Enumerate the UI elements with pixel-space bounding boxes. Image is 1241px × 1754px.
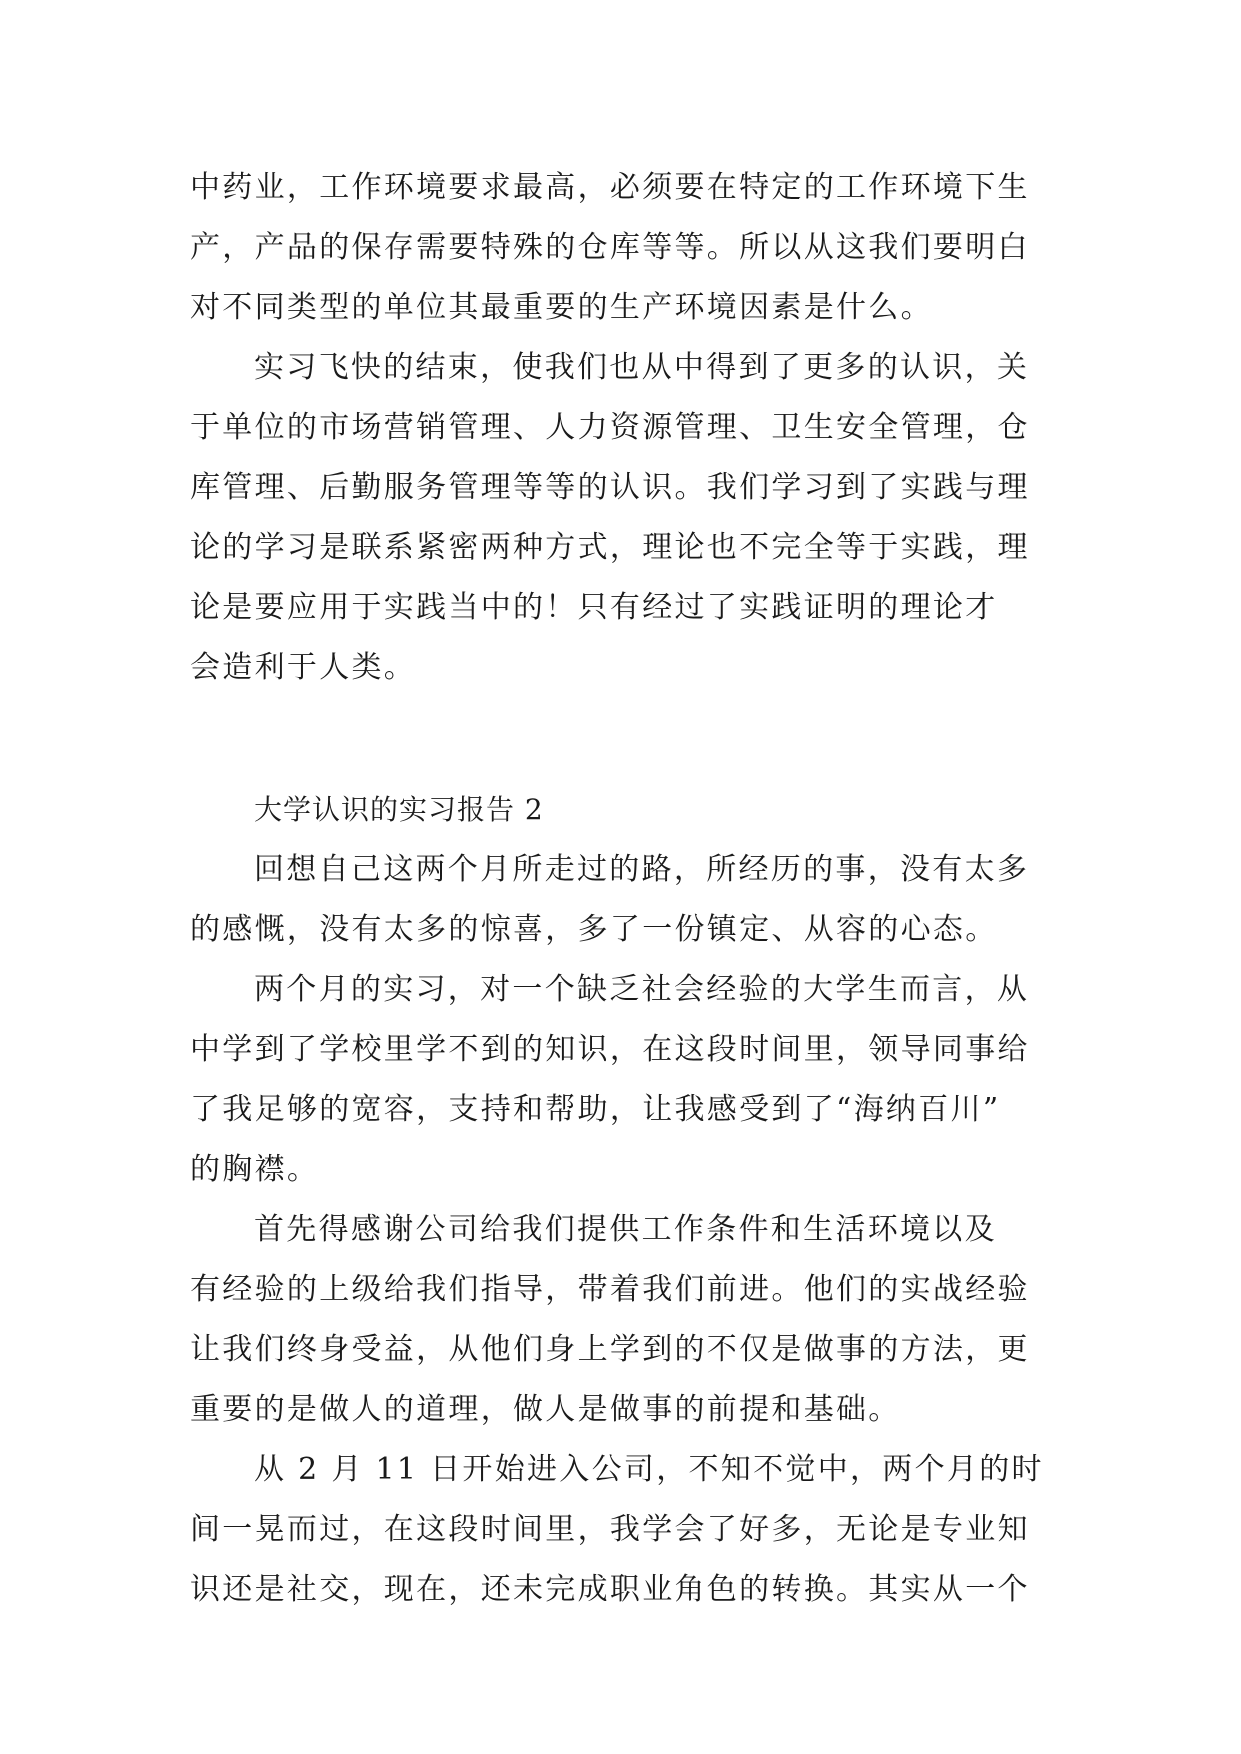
text-line: 间一晃而过，在这段时间里，我学会了好多，无论是专业知 — [190, 1512, 1030, 1547]
text-line: 让我们终身受益，从他们身上学到的不仅是做事的方法，更 — [190, 1332, 1030, 1367]
text-line: 论的学习是联系紧密两种方式，理论也不完全等于实践，理 — [190, 530, 1030, 565]
text-line: 首先得感谢公司给我们提供工作条件和生活环境以及 — [254, 1212, 997, 1247]
text-line: 了我足够的宽容，支持和帮助，让我感受到了“海纳百川” — [190, 1092, 1001, 1127]
document-body — [190, 158, 1050, 1620]
text-line: 回想自己这两个月所走过的路，所经历的事，没有太多 — [254, 852, 1030, 887]
text-line: 中学到了学校里学不到的知识，在这段时间里，领导同事给 — [190, 1032, 1030, 1067]
paragraph — [190, 1440, 1050, 1620]
text-line: 于单位的市场营销管理、人力资源管理、卫生安全管理，仓 — [190, 410, 1030, 445]
text-line: 识还是社交，现在，还未完成职业角色的转换。其实从一个 — [190, 1572, 1030, 1607]
text-line: 从 2 月 11 日开始进入公司，不知不觉中，两个月的时 — [254, 1452, 1044, 1487]
text-line: 的感慨，没有太多的惊喜，多了一份镇定、从容的心态。 — [190, 912, 998, 947]
text-line: 两个月的实习，对一个缺乏社会经验的大学生而言，从 — [254, 972, 1030, 1007]
text-line: 会造利于人类。 — [190, 650, 417, 685]
section-heading: 大学认识的实习报告 2 — [254, 793, 544, 826]
text-line: 论是要应用于实践当中的！只有经过了实践证明的理论才 — [190, 590, 998, 625]
text-line: 有经验的上级给我们指导，带着我们前进。他们的实战经验 — [190, 1272, 1030, 1307]
text-line: 重要的是做人的道理，做人是做事的前提和基础。 — [190, 1392, 901, 1427]
text-line: 中药业，工作环境要求最高，必须要在特定的工作环境下生 — [190, 170, 1030, 205]
paragraph — [190, 338, 1050, 698]
paragraph — [190, 840, 1050, 960]
text-line: 的胸襟。 — [190, 1152, 320, 1187]
text-line: 实习飞快的结束，使我们也从中得到了更多的认识，关 — [254, 350, 1030, 385]
paragraph — [190, 1200, 1050, 1440]
paragraph — [190, 158, 1050, 338]
paragraph — [190, 960, 1050, 1200]
text-line: 产，产品的保存需要特殊的仓库等等。所以从这我们要明白 — [190, 230, 1030, 265]
text-line: 对不同类型的单位其最重要的生产环境因素是什么。 — [190, 290, 933, 325]
text-line: 库管理、后勤服务管理等等的认识。我们学习到了实践与理 — [190, 470, 1030, 505]
